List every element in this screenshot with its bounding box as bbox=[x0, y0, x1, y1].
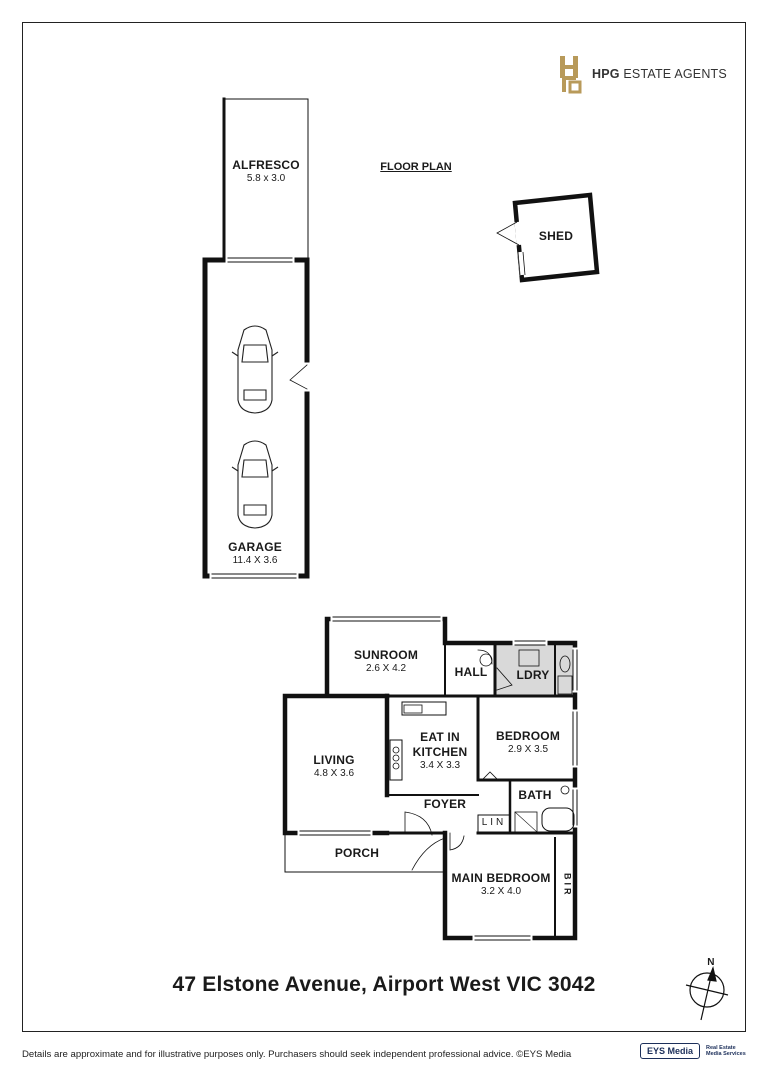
room-hall: HALL bbox=[454, 665, 488, 679]
eys-media-logo: EYS Media bbox=[640, 1043, 700, 1059]
room-linen: LIN bbox=[481, 817, 507, 828]
compass-north-label: N bbox=[707, 957, 715, 968]
room-bedroom: BEDROOM 2.9 X 3.5 bbox=[495, 729, 561, 755]
room-living: LIVING 4.8 X 3.6 bbox=[313, 753, 355, 779]
room-main-bedroom: MAIN BEDROOM 3.2 X 4.0 bbox=[451, 871, 551, 897]
room-eat-in-kitchen: EAT IN KITCHEN 3.4 X 3.3 bbox=[412, 730, 468, 771]
room-alfresco: ALFRESCO 5.8 x 3.0 bbox=[232, 158, 300, 184]
garage-walls bbox=[205, 260, 307, 576]
floor-plan-title: FLOOR PLAN bbox=[380, 161, 452, 173]
compass-icon bbox=[686, 968, 728, 1020]
room-porch: PORCH bbox=[334, 846, 380, 860]
car-icon bbox=[232, 326, 278, 413]
room-shed: SHED bbox=[538, 229, 574, 243]
room-built-in-robe: BIR bbox=[562, 873, 573, 898]
room-foyer: FOYER bbox=[423, 797, 467, 811]
room-laundry: LDRY bbox=[516, 668, 550, 682]
disclaimer-text: Details are approximate and for illustrative purposes only. Purchasers should seek independent professional advice. ©EYS Media bbox=[22, 1049, 572, 1060]
property-address: 47 Elstone Avenue, Airport West VIC 3042 bbox=[172, 973, 596, 996]
room-bath: BATH bbox=[518, 788, 552, 802]
car-icon-2 bbox=[232, 441, 278, 528]
eys-media-tagline: Real Estate Media Services bbox=[706, 1044, 746, 1057]
brand-name: HPG ESTATE AGENTS bbox=[592, 67, 727, 81]
room-garage: GARAGE 11.4 X 3.6 bbox=[228, 540, 282, 566]
eys-media-badge bbox=[640, 1043, 746, 1059]
room-sunroom: SUNROOM 2.6 X 4.2 bbox=[353, 648, 419, 674]
